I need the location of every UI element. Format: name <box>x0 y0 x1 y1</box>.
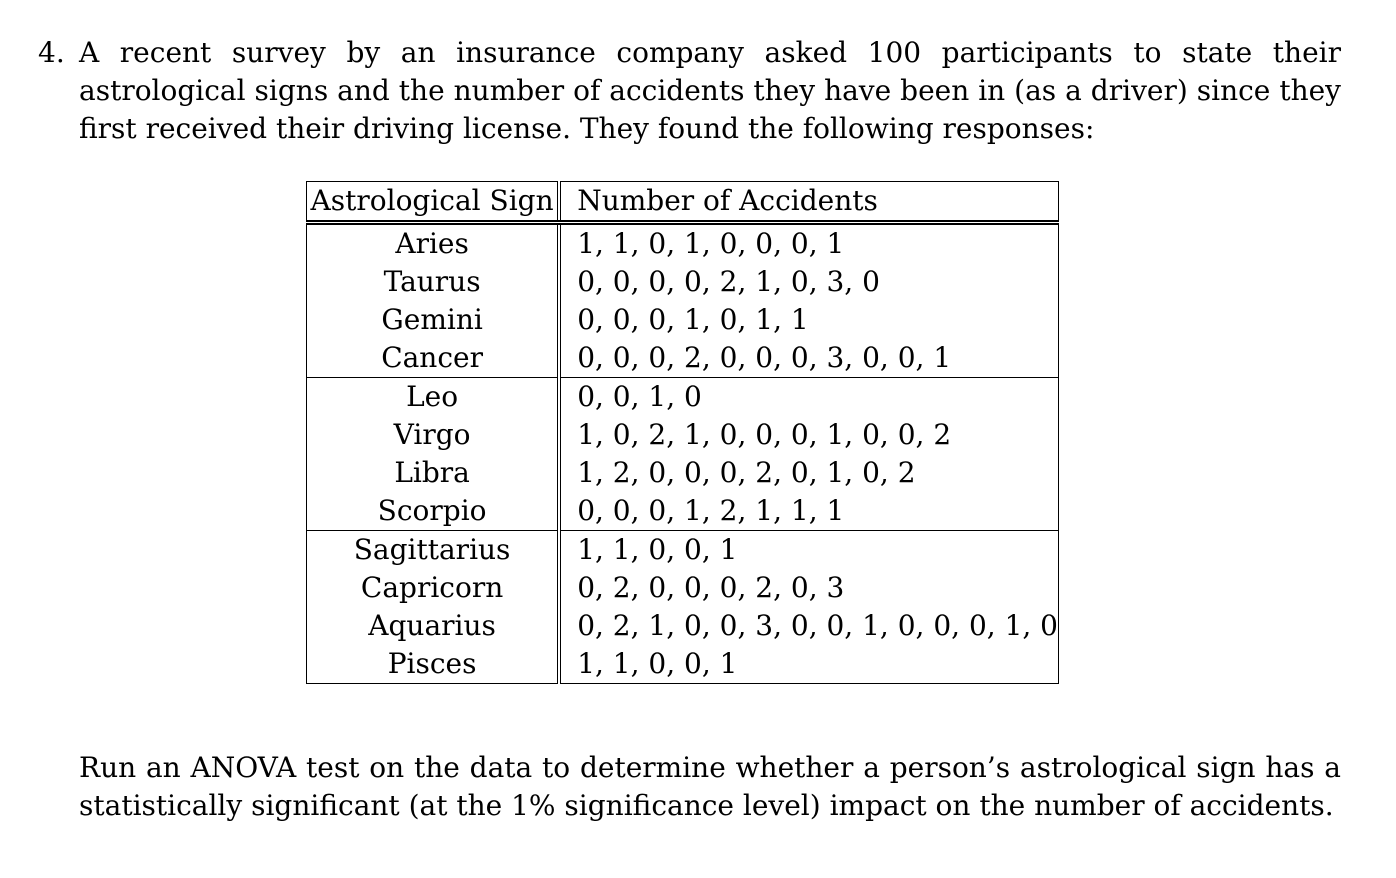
accidents-cell: 1, 1, 0, 0, 1 <box>559 645 1058 684</box>
problem-number: 4. <box>38 36 65 69</box>
accidents-cell: 0, 0, 0, 2, 0, 0, 0, 3, 0, 0, 1 <box>559 339 1058 378</box>
table-row <box>307 223 1059 264</box>
sign-cell: Taurus <box>307 263 560 301</box>
table-row <box>307 301 1059 339</box>
problem-intro: A recent survey by an insurance company asked 100 participants to state their astrological signs and the number of accidents they have been in (as a driver) since they first received their driving license. They found the following responses: <box>79 36 1341 145</box>
table-row <box>307 645 1059 684</box>
sign-cell: Pisces <box>307 645 560 684</box>
accidents-table <box>306 181 1059 684</box>
table-row <box>307 607 1059 645</box>
table-row <box>307 569 1059 607</box>
header-astrological-sign: Astrological Sign <box>307 182 560 223</box>
table-header-row <box>307 182 1059 223</box>
sign-cell: Aquarius <box>307 607 560 645</box>
accidents-cell: 0, 0, 0, 1, 0, 1, 1 <box>559 301 1058 339</box>
accidents-cell: 1, 1, 0, 1, 0, 0, 0, 1 <box>559 223 1058 264</box>
sign-cell: Aries <box>307 223 560 264</box>
accidents-cell: 0, 0, 0, 0, 2, 1, 0, 3, 0 <box>559 263 1058 301</box>
sign-cell: Scorpio <box>307 492 560 531</box>
table-row <box>307 454 1059 492</box>
sign-cell: Virgo <box>307 416 560 454</box>
sign-cell: Cancer <box>307 339 560 378</box>
accidents-cell: 0, 0, 0, 1, 2, 1, 1, 1 <box>559 492 1058 531</box>
accidents-cell: 1, 0, 2, 1, 0, 0, 0, 1, 0, 0, 2 <box>559 416 1058 454</box>
sign-cell: Leo <box>307 378 560 417</box>
table-row <box>307 378 1059 417</box>
table-row <box>307 263 1059 301</box>
accidents-cell: 1, 1, 0, 0, 1 <box>559 531 1058 570</box>
accidents-cell: 0, 2, 0, 0, 0, 2, 0, 3 <box>559 569 1058 607</box>
sign-cell: Libra <box>307 454 560 492</box>
table-row <box>307 492 1059 531</box>
data-table <box>306 181 1059 684</box>
accidents-cell: 0, 2, 1, 0, 0, 3, 0, 0, 1, 0, 0, 0, 1, 0 <box>559 607 1058 645</box>
sign-cell: Sagittarius <box>307 531 560 570</box>
table-row <box>307 416 1059 454</box>
problem-task: Run an ANOVA test on the data to determine whether a person’s astrological sign has a statistically significant (at the 1% significance level) impact on the number of accidents. <box>79 751 1341 822</box>
sign-cell: Gemini <box>307 301 560 339</box>
header-number-of-accidents: Number of Accidents <box>559 182 1058 223</box>
sign-cell: Capricorn <box>307 569 560 607</box>
table-row <box>307 339 1059 378</box>
accidents-cell: 1, 2, 0, 0, 0, 2, 0, 1, 0, 2 <box>559 454 1058 492</box>
table-row <box>307 531 1059 570</box>
accidents-cell: 0, 0, 1, 0 <box>559 378 1058 417</box>
